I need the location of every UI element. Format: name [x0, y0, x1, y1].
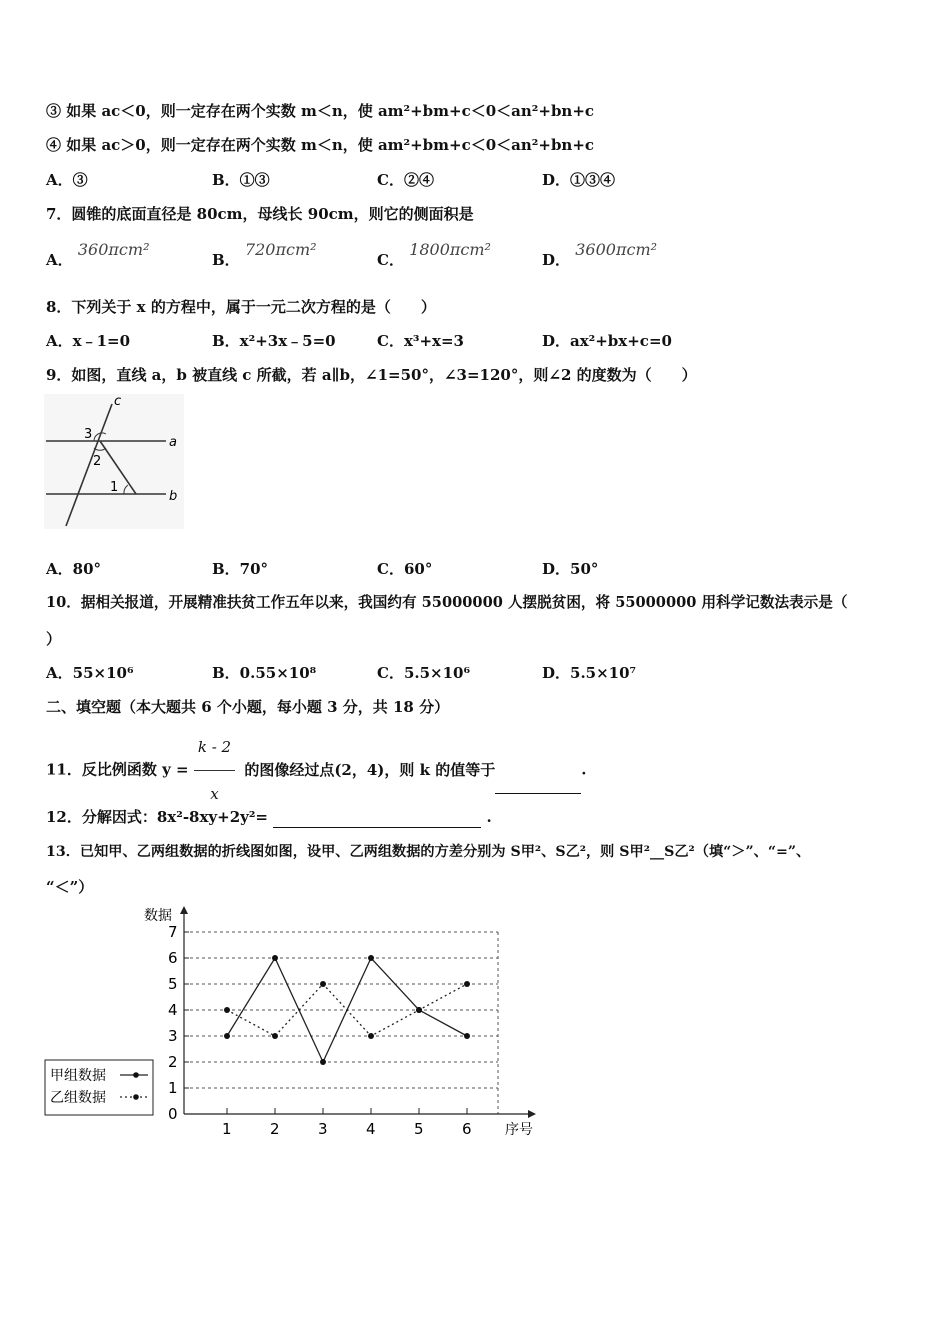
point-yi-3 [320, 981, 326, 987]
q8-stem: 8．下列关于 x 的方程中，属于一元二次方程的是（ ） [46, 298, 436, 316]
q7-option-d [542, 240, 658, 270]
chart-series [224, 955, 470, 1065]
label-angle-1: 1 [110, 480, 119, 495]
q9-option-d: D．50° [542, 560, 599, 578]
q6-option-b: B．①③ [212, 171, 270, 189]
q11-fraction [194, 724, 235, 817]
q10-option-a: A．55×10⁶ [46, 664, 134, 682]
q12 [46, 807, 492, 828]
q11-suffix: 的图像经过点(2，4)，则 k 的值等于 [244, 760, 496, 779]
point-yi-4 [368, 1033, 374, 1039]
q9-option-c: C．60° [377, 560, 433, 578]
x-tick-label-2: 2 [270, 1120, 280, 1138]
section-2-title: 二、填空题（本大题共 6 个小题，每小题 3 分，共 18 分） [46, 698, 450, 716]
q7-option-b [212, 240, 317, 270]
q6-statement-3: ③ 如果 ac＜0，则一定存在两个实数 m＜n，使 am²+bm+c＜0＜an²+bn+c [46, 102, 595, 120]
legend-label-yi: 乙组数据 [50, 1090, 106, 1106]
q12-prefix: 12．分解因式：8x²-8xy+2y²= [46, 808, 269, 826]
legend-label-jia: 甲组数据 [50, 1068, 106, 1084]
q8-option-b: B．x²+3x﹣5=0 [212, 332, 336, 350]
q7-option-b-label: B． [212, 251, 240, 269]
point-jia-3 [320, 1059, 326, 1065]
q9-stem: 9．如图，直线 a，b 被直线 c 所截，若 a∥b，∠1=50°，∠3=120°，则∠2 的度数为（ ） [46, 366, 697, 384]
label-angle-3: 3 [84, 427, 93, 442]
x-tick-labels [222, 1120, 472, 1138]
label-a: a [169, 435, 177, 450]
y-axis-arrow [180, 906, 188, 914]
q7-option-c [377, 240, 491, 270]
y-tick-labels [168, 923, 178, 1123]
label-b: b [169, 489, 178, 504]
q11 [46, 724, 586, 817]
legend-marker-yi [133, 1094, 139, 1100]
point-jia-2 [272, 955, 278, 961]
q7-option-c-value: 1800πcm² [409, 240, 491, 259]
y-tick-label-2: 2 [168, 1053, 178, 1071]
q11-end: . [581, 760, 587, 779]
q13-line2: “＜”） [46, 878, 94, 896]
y-tick-label-3: 3 [168, 1027, 178, 1045]
q11-denominator: x [210, 785, 219, 803]
x-tick-label-5: 5 [414, 1120, 424, 1138]
q6-option-d: D．①③④ [542, 171, 616, 189]
q7-option-b-value: 720πcm² [244, 240, 317, 259]
q7-option-d-label: D． [542, 251, 571, 269]
y-axis-label: 数据 [144, 908, 172, 924]
y-tick-label-4: 4 [168, 1001, 178, 1019]
q10-option-c: C．5.5×10⁶ [377, 664, 471, 682]
point-yi-2 [272, 1033, 278, 1039]
x-axis-label: 序号 [505, 1122, 533, 1138]
q10-option-b: B．0.55×10⁸ [212, 664, 317, 682]
point-yi-5 [416, 1007, 422, 1013]
q8-option-a: A．x﹣1=0 [46, 332, 131, 350]
x-tick-label-6: 6 [462, 1120, 472, 1138]
q12-answer-blank[interactable] [273, 807, 481, 828]
q11-numerator: k - 2 [194, 724, 235, 771]
q11-prefix: 11．反比例函数 y = [46, 760, 189, 779]
y-tick-label-0: 0 [168, 1105, 178, 1123]
y-tick-label-7: 7 [168, 923, 178, 941]
q10-stem-line2: ） [46, 630, 62, 648]
q7-option-a [46, 240, 150, 270]
y-tick-label-5: 5 [168, 975, 178, 993]
x-tick-label-4: 4 [366, 1120, 376, 1138]
q7-stem: 7．圆锥的底面直径是 80cm，母线长 90cm，则它的侧面积是 [46, 205, 474, 223]
q7-option-d-value: 3600πcm² [575, 240, 658, 259]
label-angle-2: 2 [93, 454, 102, 469]
q9-option-a: A．80° [46, 560, 102, 578]
legend-marker-jia [133, 1072, 139, 1078]
q9-option-b: B．70° [212, 560, 269, 578]
label-c: c [114, 394, 122, 409]
q13-line-chart [40, 900, 550, 1140]
chart-legend [45, 1060, 153, 1115]
q7-option-a-value: 360πcm² [77, 240, 150, 259]
q12-end: . [486, 808, 492, 826]
q10-stem-line1: 10．据相关报道，开展精准扶贫工作五年以来，我国约有 55000000 人摆脱贫困，将 55000000 用科学记数法表示是（ [46, 594, 848, 611]
y-tick-label-1: 1 [168, 1079, 178, 1097]
q7-option-a-label: A． [46, 251, 73, 269]
chart-axes [180, 906, 536, 1118]
q10-option-d: D．5.5×10⁷ [542, 664, 637, 682]
q13-line1: 13．已知甲、乙两组数据的折线图如图，设甲、乙两组数据的方差分别为 S甲²、S乙²，则 S甲²__S乙²（填“＞”、“=”、 [46, 844, 811, 860]
q11-answer-blank[interactable] [495, 747, 581, 794]
x-tick-label-3: 3 [318, 1120, 328, 1138]
q8-option-c: C．x³+x=3 [377, 332, 464, 350]
q9-figure [44, 394, 184, 529]
y-tick-label-6: 6 [168, 949, 178, 967]
point-jia-6 [464, 1033, 470, 1039]
q6-statement-4: ④ 如果 ac＞0，则一定存在两个实数 m＜n，使 am²+bm+c＜0＜an²+bn+c [46, 136, 595, 154]
point-jia-1 [224, 1033, 230, 1039]
point-jia-4 [368, 955, 374, 961]
x-tick-label-1: 1 [222, 1120, 232, 1138]
q6-option-c: C．②④ [377, 171, 434, 189]
point-yi-1 [224, 1007, 230, 1013]
q6-option-a: A．③ [46, 171, 88, 189]
q8-option-d: D．ax²+bx+c=0 [542, 332, 672, 350]
q7-option-c-label: C． [377, 251, 404, 269]
point-yi-6 [464, 981, 470, 987]
x-axis-arrow [528, 1110, 536, 1118]
